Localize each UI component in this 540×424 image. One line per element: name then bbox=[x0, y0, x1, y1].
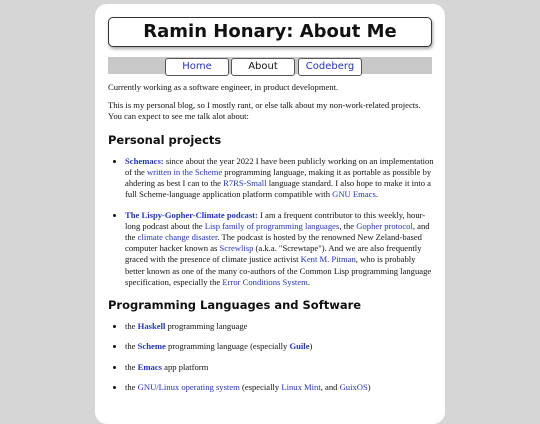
languages-list bbox=[108, 321, 434, 393]
projects-list bbox=[108, 156, 434, 288]
podcast-link[interactable]: The Lispy-Gopher-Climate podcast: bbox=[125, 209, 258, 220]
gnu-linux-link[interactable]: GNU/Linux operating system bbox=[137, 381, 240, 392]
list-item: • the Haskell programming language bbox=[125, 321, 434, 332]
nav-bar bbox=[108, 57, 432, 74]
gopher-protocol-link[interactable]: Gopher protocol bbox=[356, 220, 413, 231]
emacs-link[interactable]: Emacs bbox=[137, 361, 163, 372]
list-item: • the Emacs app platform bbox=[125, 362, 434, 373]
error-conditions-link[interactable]: Error Conditions System bbox=[222, 276, 308, 287]
scheme-written-link[interactable]: written in the Scheme bbox=[146, 167, 223, 178]
nav-codeberg-tab[interactable]: Codeberg bbox=[298, 58, 362, 76]
list-item-podcast: • The Lispy-Gopher-Climate podcast: I am a frequent contributor to this weekly, hour-long podcast about the Lisp family of programming languages, the Gopher protocol, and the climate change disaster. The podcast is hosted by the renowned New Zeland-based computer hacker known as Screwlisp (a.k.a. "Screwtape"). And we are also frequently graced with the presence of climate justice activist Kent M. Pitman, who is probably better known as one of the many co-authors of the Common Lisp programming language specification, especially the Error Conditions System. bbox=[125, 210, 434, 288]
main-content bbox=[108, 82, 434, 402]
guile-link[interactable]: Guile bbox=[289, 341, 310, 352]
intro-paragraph: Currently working as a software engineer, in product development. bbox=[108, 82, 339, 92]
section-heading-languages: Programming Languages and Software bbox=[108, 298, 362, 313]
list-item: • the GNU/Linux operating system (especially Linux Mint, and GuixOS) bbox=[125, 382, 434, 393]
haskell-link[interactable]: Haskell bbox=[137, 321, 166, 332]
climate-change-link[interactable]: climate change disaster bbox=[137, 232, 218, 243]
section-heading-personal-projects: Personal projects bbox=[108, 132, 222, 147]
scheme-link[interactable]: Scheme bbox=[137, 341, 166, 352]
screwlisp-link[interactable]: Screwlisp bbox=[219, 243, 254, 254]
lisp-family-link[interactable]: Lisp family of programming languages bbox=[204, 220, 340, 231]
nav-about-tab: About bbox=[231, 58, 295, 76]
page-card bbox=[95, 4, 445, 424]
linux-mint-link[interactable]: Linux Mint bbox=[281, 381, 321, 392]
list-item: • the Scheme programming language (especially Guile) bbox=[125, 341, 434, 352]
gnu-emacs-link[interactable]: GNU Emacs bbox=[332, 189, 376, 200]
kent-pitman-link[interactable]: Kent M. Pitman bbox=[300, 254, 356, 265]
page-title: Ramin Honary: About Me bbox=[108, 17, 432, 47]
list-item-schemacs: • Schemacs: since about the year 2022 I have been publicly working on an implementation of the written in the Scheme programming language, making it as portable as possible by ahdering as best I can to the R7RS-Small language standard. I also hope to make it into a full Scheme-language application platform compatible with GNU Emacs. bbox=[125, 156, 434, 201]
r7rs-link[interactable]: R7RS-Small bbox=[223, 178, 267, 189]
guixos-link[interactable]: GuixOS bbox=[339, 381, 368, 392]
nav-home-tab[interactable]: Home bbox=[165, 58, 229, 76]
intro-paragraph-2: This is my personal blog, so I mostly rant, or else talk about my non-work-related projects. You can expect to see me talk alot about: bbox=[108, 100, 421, 122]
schemacs-link[interactable]: Schemacs: bbox=[125, 155, 164, 166]
